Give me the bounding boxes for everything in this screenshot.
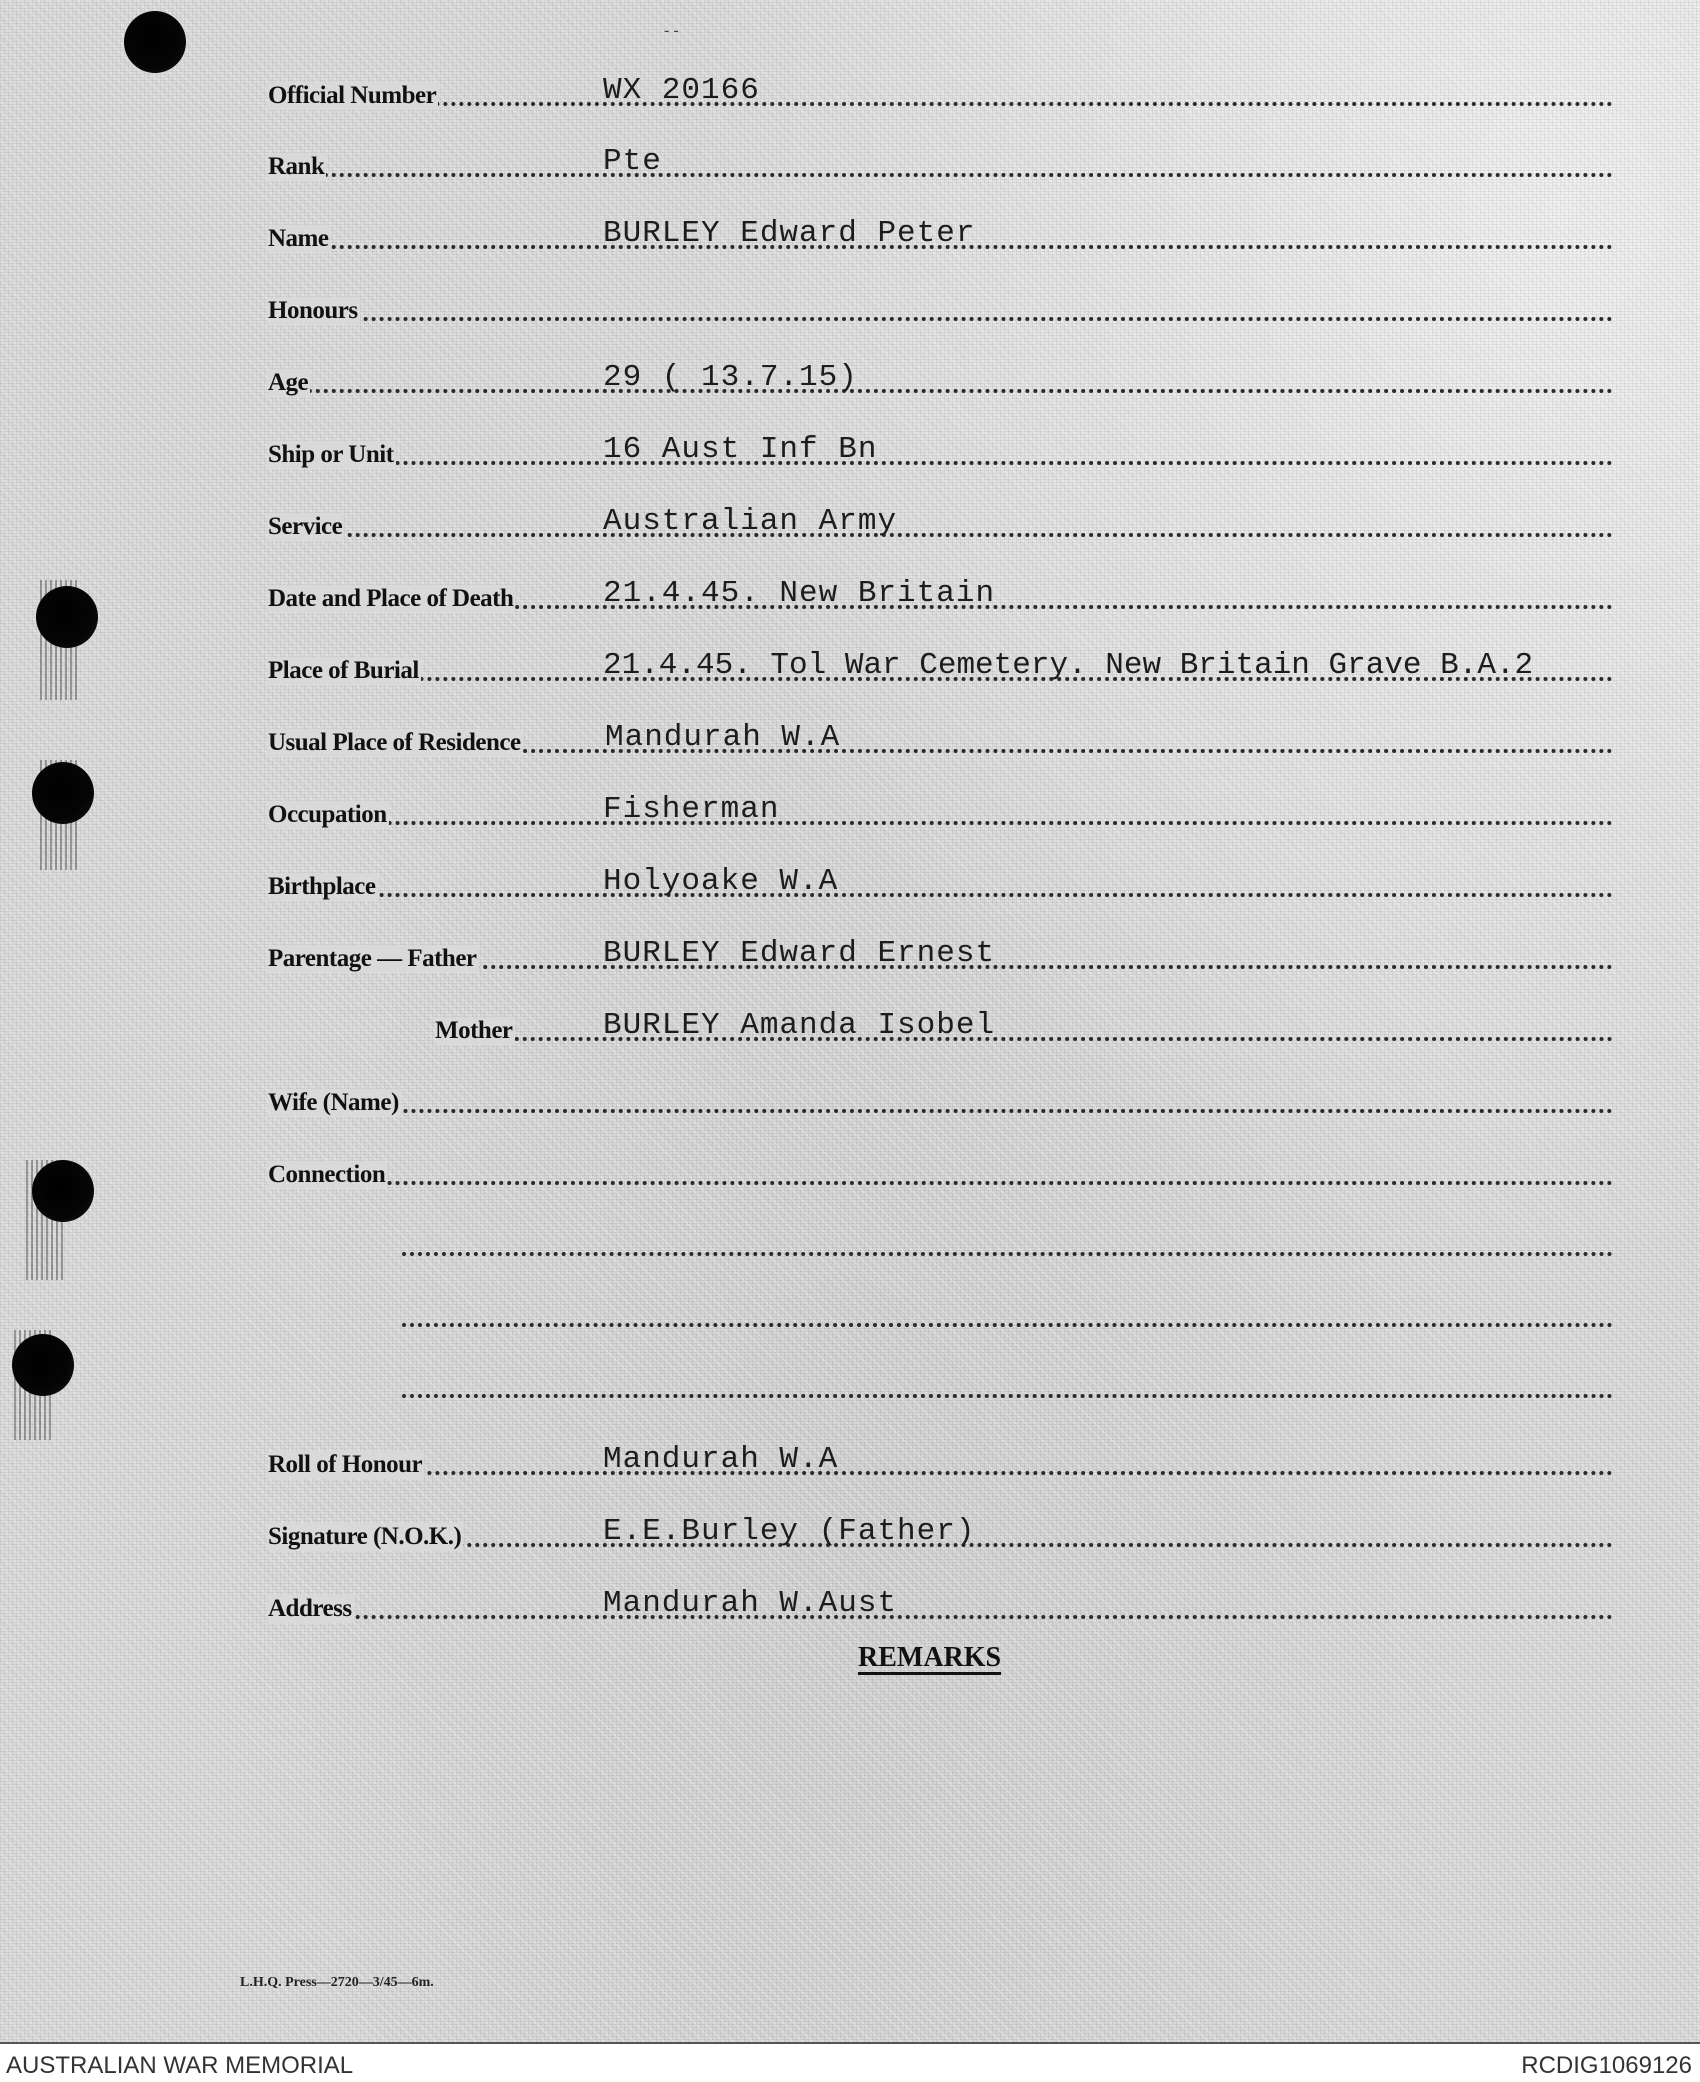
occupation-row xyxy=(268,791,1613,835)
service-label: Service xyxy=(268,513,343,540)
usual-residence-label: Usual Place of Residence xyxy=(268,729,521,756)
address-row xyxy=(268,1585,1613,1629)
punch-hole xyxy=(36,586,98,648)
official-number-value: WX 20166 xyxy=(603,73,760,108)
place-of-burial-value: 21.4.45. Tol War Cemetery. New Britain Grave B.A.2 xyxy=(603,648,1534,683)
mother-value: BURLEY Amanda Isobel xyxy=(603,1008,996,1043)
dotted-leader xyxy=(268,389,1613,393)
dotted-leader xyxy=(268,893,1613,897)
place-of-burial-label: Place of Burial xyxy=(268,657,419,684)
address-value: Mandurah W.Aust xyxy=(603,1586,898,1621)
ship-or-unit-row xyxy=(268,431,1613,475)
service-value: Australian Army xyxy=(603,504,898,539)
father-label: Parentage — Father xyxy=(268,945,477,972)
dotted-leader xyxy=(268,461,1613,465)
signature-row xyxy=(268,1513,1613,1557)
connection-label: Connection xyxy=(268,1161,386,1188)
dotted-leader xyxy=(402,1252,1613,1256)
printer-note: L.H.Q. Press—2720—3/45—6m. xyxy=(240,1975,434,1990)
birthplace-label: Birthplace xyxy=(268,873,376,900)
official-number-row xyxy=(268,72,1613,116)
rank-label: Rank xyxy=(268,153,325,180)
mother-row xyxy=(435,1007,1613,1051)
honours-row xyxy=(268,287,1613,331)
official-number-label: Official Number xyxy=(268,82,437,109)
dotted-leader xyxy=(268,1181,1613,1185)
age-row xyxy=(268,359,1613,403)
roll-of-honour-value: Mandurah W.A xyxy=(603,1442,839,1477)
dotted-leader xyxy=(268,102,1613,106)
dotted-leader xyxy=(268,533,1613,537)
connection-row xyxy=(268,1151,1613,1195)
dotted-leader xyxy=(268,173,1613,177)
name-value: BURLEY Edward Peter xyxy=(603,216,976,251)
birthplace-value: Holyoake W.A xyxy=(603,864,839,899)
punch-hole xyxy=(32,762,94,824)
father-row xyxy=(268,935,1613,979)
signature-label: Signature (N.O.K.) xyxy=(268,1523,462,1550)
dotted-leader xyxy=(268,1471,1613,1475)
archive-id: RCDIG1069126 xyxy=(1521,2052,1692,2079)
connection-line-4 xyxy=(402,1364,1613,1408)
ship-or-unit-label: Ship or Unit xyxy=(268,441,394,468)
punch-hole xyxy=(12,1334,74,1396)
rank-value: Pte xyxy=(603,144,662,179)
dotted-leader xyxy=(268,317,1613,321)
address-label: Address xyxy=(268,1595,352,1622)
service-row xyxy=(268,503,1613,547)
age-label: Age xyxy=(268,369,309,396)
usual-residence-row xyxy=(268,719,1613,763)
name-label: Name xyxy=(268,225,329,252)
archive-name: AUSTRALIAN WAR MEMORIAL xyxy=(6,2052,354,2079)
age-value: 29 ( 13.7.15) xyxy=(603,360,858,395)
mother-label: Mother xyxy=(435,1017,513,1044)
dotted-leader xyxy=(402,1394,1613,1398)
signature-value: E.E.Burley (Father) xyxy=(603,1514,976,1549)
archive-footer xyxy=(0,2042,1700,2082)
rank-row xyxy=(268,143,1613,187)
wife-row xyxy=(268,1079,1613,1123)
honours-label: Honours xyxy=(268,297,358,324)
dotted-leader xyxy=(268,1109,1613,1113)
usual-residence-value: Mandurah W.A xyxy=(605,720,841,755)
occupation-label: Occupation xyxy=(268,801,387,828)
top-mark: ‐ ‐ xyxy=(664,22,679,39)
occupation-value: Fisherman xyxy=(603,792,780,827)
roll-of-honour-label: Roll of Honour xyxy=(268,1451,423,1478)
dotted-leader xyxy=(402,1323,1613,1327)
name-row xyxy=(268,215,1613,259)
wife-label: Wife (Name) xyxy=(268,1089,399,1116)
date-place-death-label: Date and Place of Death xyxy=(268,585,514,612)
connection-line-3 xyxy=(402,1293,1613,1337)
date-place-death-value: 21.4.45. New Britain xyxy=(603,576,996,611)
punch-hole xyxy=(32,1160,94,1222)
remarks-heading: REMARKS xyxy=(858,1642,1002,1673)
roll-of-honour-row xyxy=(268,1441,1613,1485)
dotted-leader xyxy=(268,1615,1613,1619)
place-of-burial-row xyxy=(268,647,1613,691)
punch-hole xyxy=(124,11,186,73)
date-place-death-row xyxy=(268,575,1613,619)
connection-line-2 xyxy=(402,1222,1613,1266)
ship-or-unit-value: 16 Aust Inf Bn xyxy=(603,432,878,467)
birthplace-row xyxy=(268,863,1613,907)
father-value: BURLEY Edward Ernest xyxy=(603,936,996,971)
dotted-leader xyxy=(268,821,1613,825)
